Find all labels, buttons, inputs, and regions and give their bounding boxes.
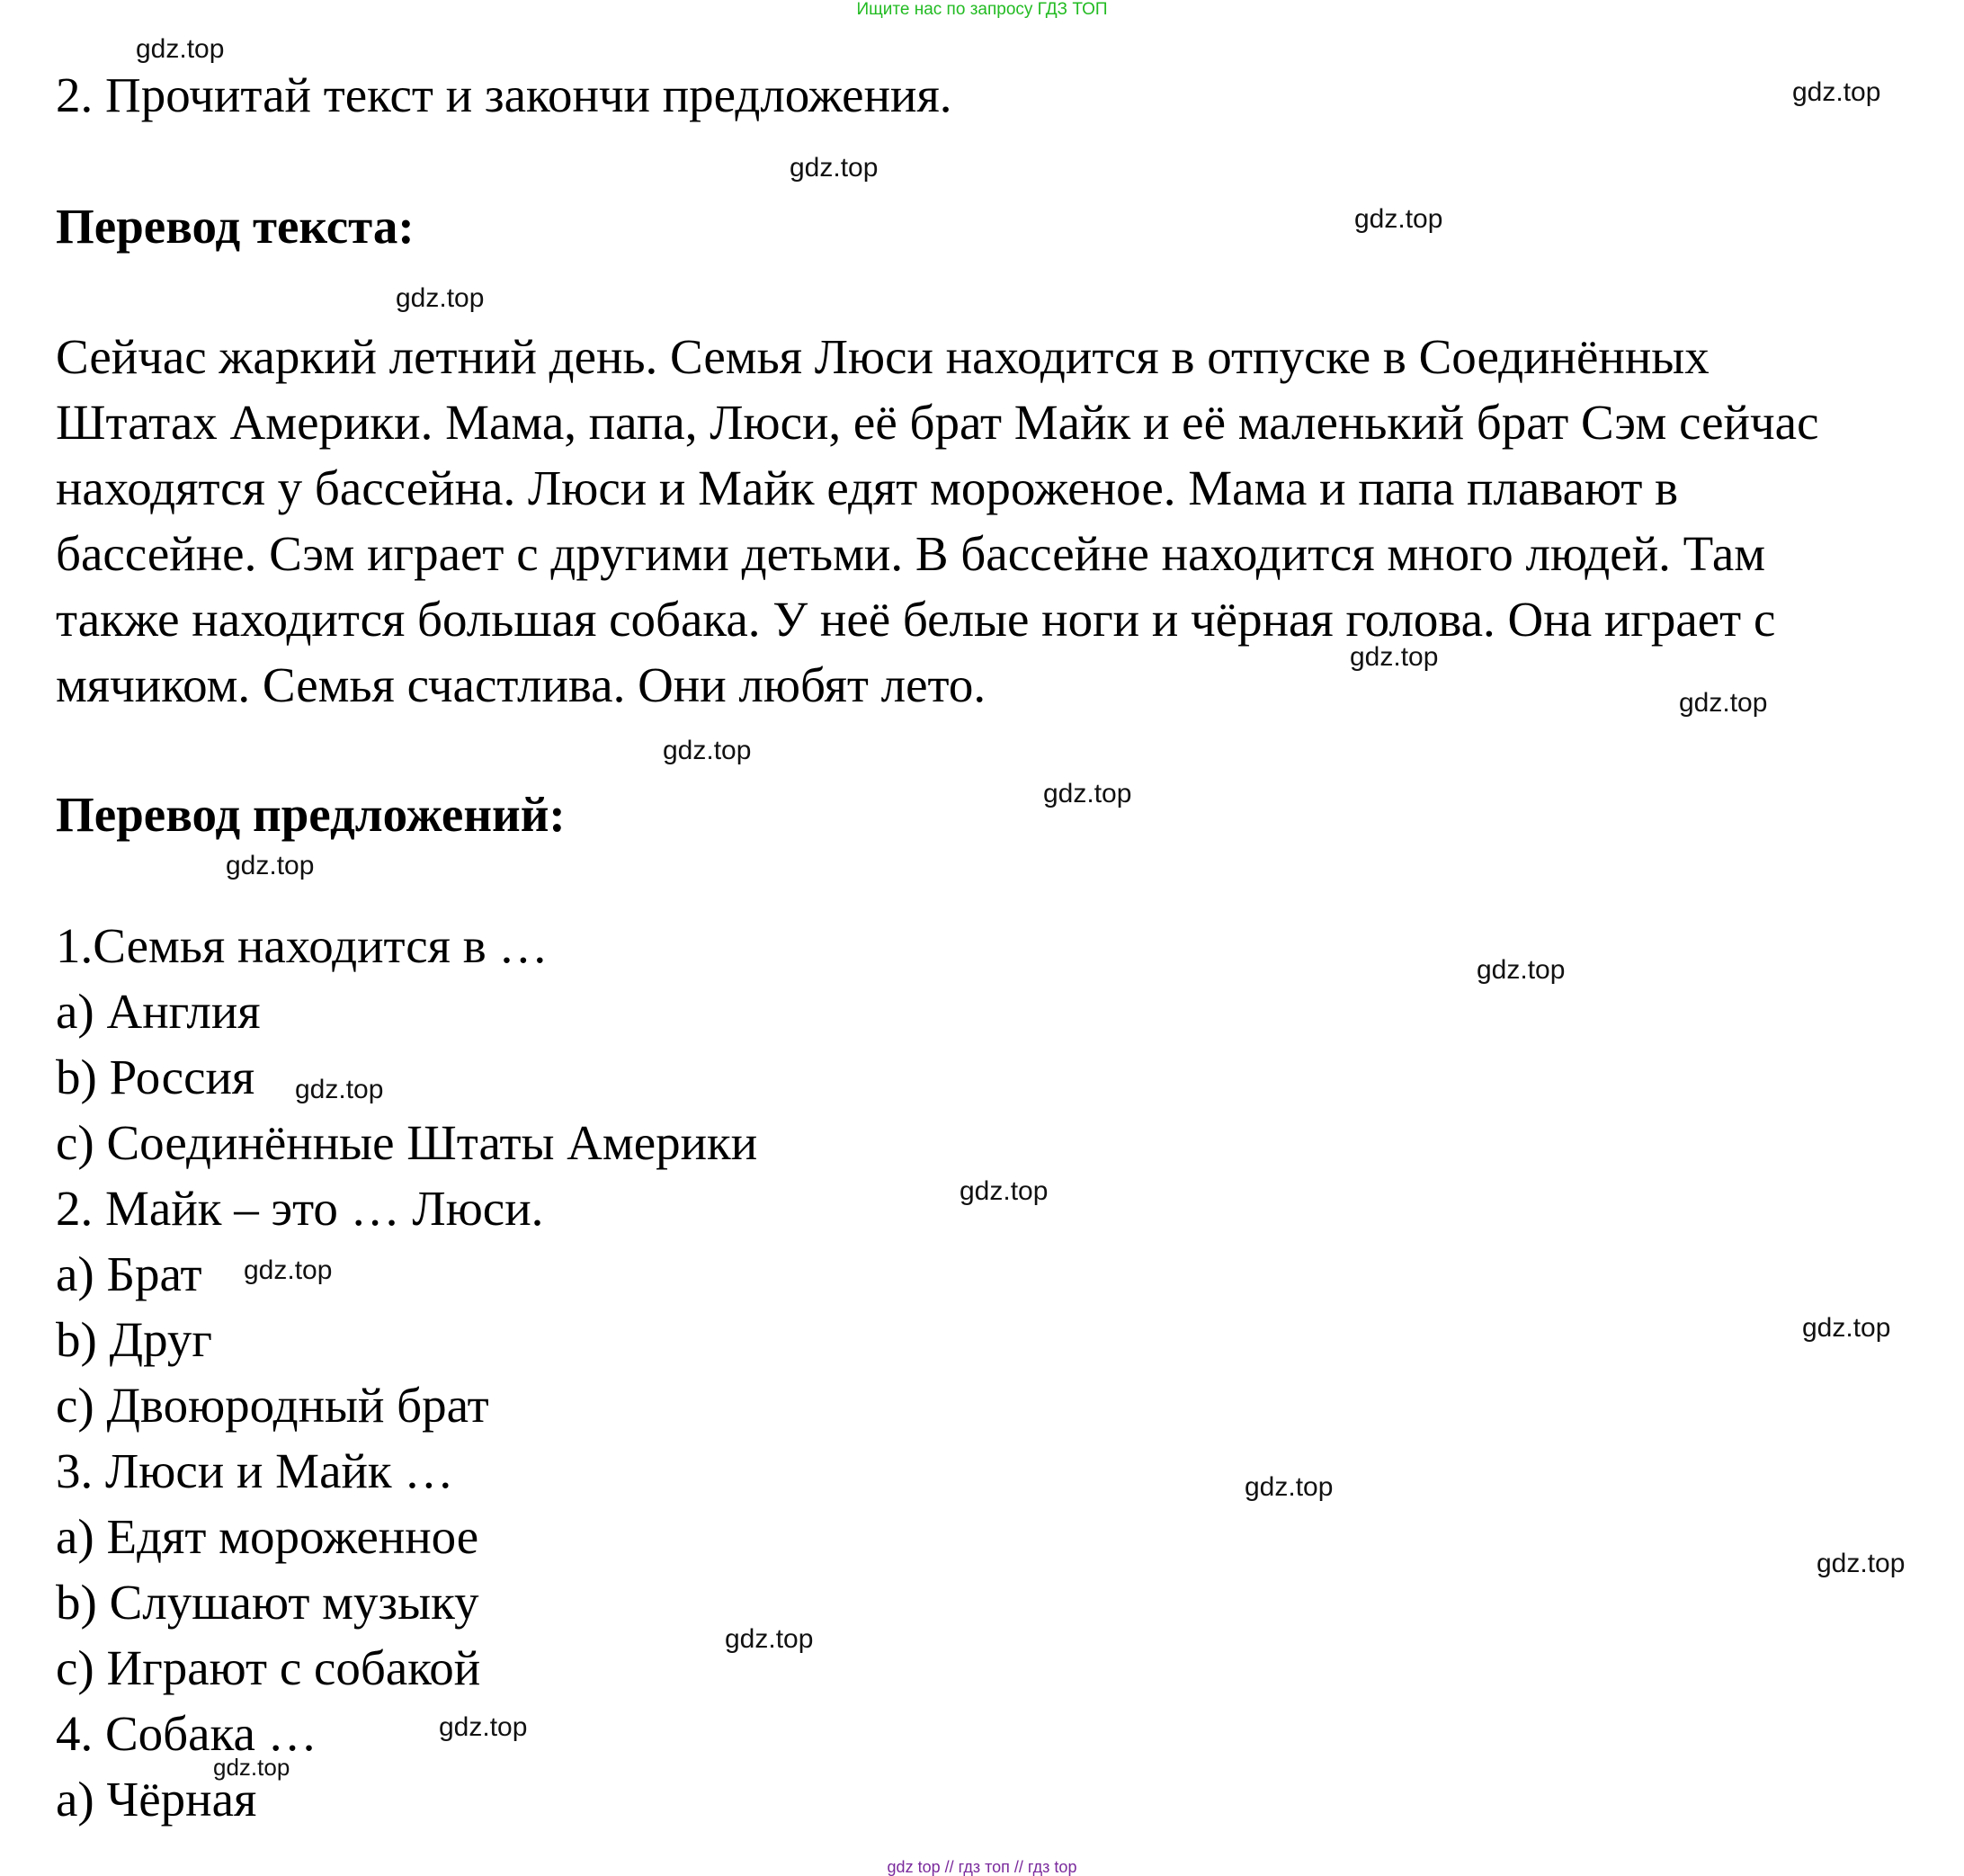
list-item: 1.Семья находится в … <box>56 918 549 973</box>
watermark: gdz.top <box>1350 642 1439 672</box>
list-item: 3. Люси и Майк … <box>56 1443 454 1498</box>
paragraph-line: мячиком. Семья счастлива. Они любят лето. <box>56 657 986 712</box>
list-item: a) Англия <box>56 984 261 1039</box>
watermark: gdz.top <box>136 34 225 64</box>
paragraph-line: бассейне. Сэм играет с другими детьми. В бассейне находится много людей. Там <box>56 526 1766 581</box>
list-item: a) Брат <box>56 1246 202 1301</box>
watermark: gdz.top <box>1679 688 1768 718</box>
paragraph-line: находятся у бассейна. Люси и Майк едят мороженое. Мама и папа плавают в <box>56 460 1679 515</box>
list-item: 4. Собака … <box>56 1706 317 1761</box>
watermark: gdz.top <box>396 283 485 313</box>
watermark: gdz.top <box>1477 955 1566 985</box>
sentences-translation-heading: Перевод предложений: <box>56 787 566 842</box>
text-translation-heading: Перевод текста: <box>56 199 415 254</box>
list-item: b) Друг <box>56 1312 212 1367</box>
paragraph-line: Сейчас жаркий летний день. Семья Люси находится в отпуске в Соединённых <box>56 329 1710 384</box>
watermark: gdz.top <box>663 736 752 765</box>
list-item: a) Чёрная <box>56 1772 257 1827</box>
watermark: gdz.top <box>1817 1549 1906 1578</box>
list-item: a) Едят мороженное <box>56 1509 479 1564</box>
list-item: c) Соединённые Штаты Америки <box>56 1115 758 1170</box>
list-item: c) Двоюродный брат <box>56 1378 489 1433</box>
top-banner: Ищите нас по запросу ГДЗ ТОП <box>856 0 1108 19</box>
watermark: gdz.top <box>295 1075 384 1104</box>
list-item: c) Играют с собакой <box>56 1640 481 1695</box>
watermark: gdz.top <box>960 1176 1049 1206</box>
list-item: b) Слушают музыку <box>56 1575 479 1630</box>
watermark: gdz.top <box>1354 204 1443 234</box>
list-item: b) Россия <box>56 1050 255 1104</box>
watermark: gdz.top <box>790 153 879 183</box>
watermark: gdz.top <box>226 851 315 880</box>
paragraph-line: Штатах Америки. Мама, папа, Люси, её брат Майк и её маленький брат Сэм сейчас <box>56 395 1819 450</box>
watermark: gdz.top <box>725 1624 814 1654</box>
watermark: gdz.top <box>1792 77 1881 107</box>
bottom-banner: gdz top // гдз топ // гдз top <box>887 1858 1077 1876</box>
watermark: gdz.top <box>213 1754 290 1781</box>
watermark: gdz.top <box>1043 779 1132 808</box>
paragraph-line: также находится большая собака. У неё белые ноги и чёрная голова. Она играет с <box>56 592 1776 647</box>
watermark: gdz.top <box>1802 1313 1891 1343</box>
watermark: gdz.top <box>439 1712 528 1742</box>
watermark: gdz.top <box>1245 1472 1334 1502</box>
list-item: 2. Майк – это … Люси. <box>56 1181 544 1236</box>
watermark: gdz.top <box>244 1255 333 1285</box>
task-title: 2. Прочитай текст и закончи предложения. <box>56 67 952 122</box>
